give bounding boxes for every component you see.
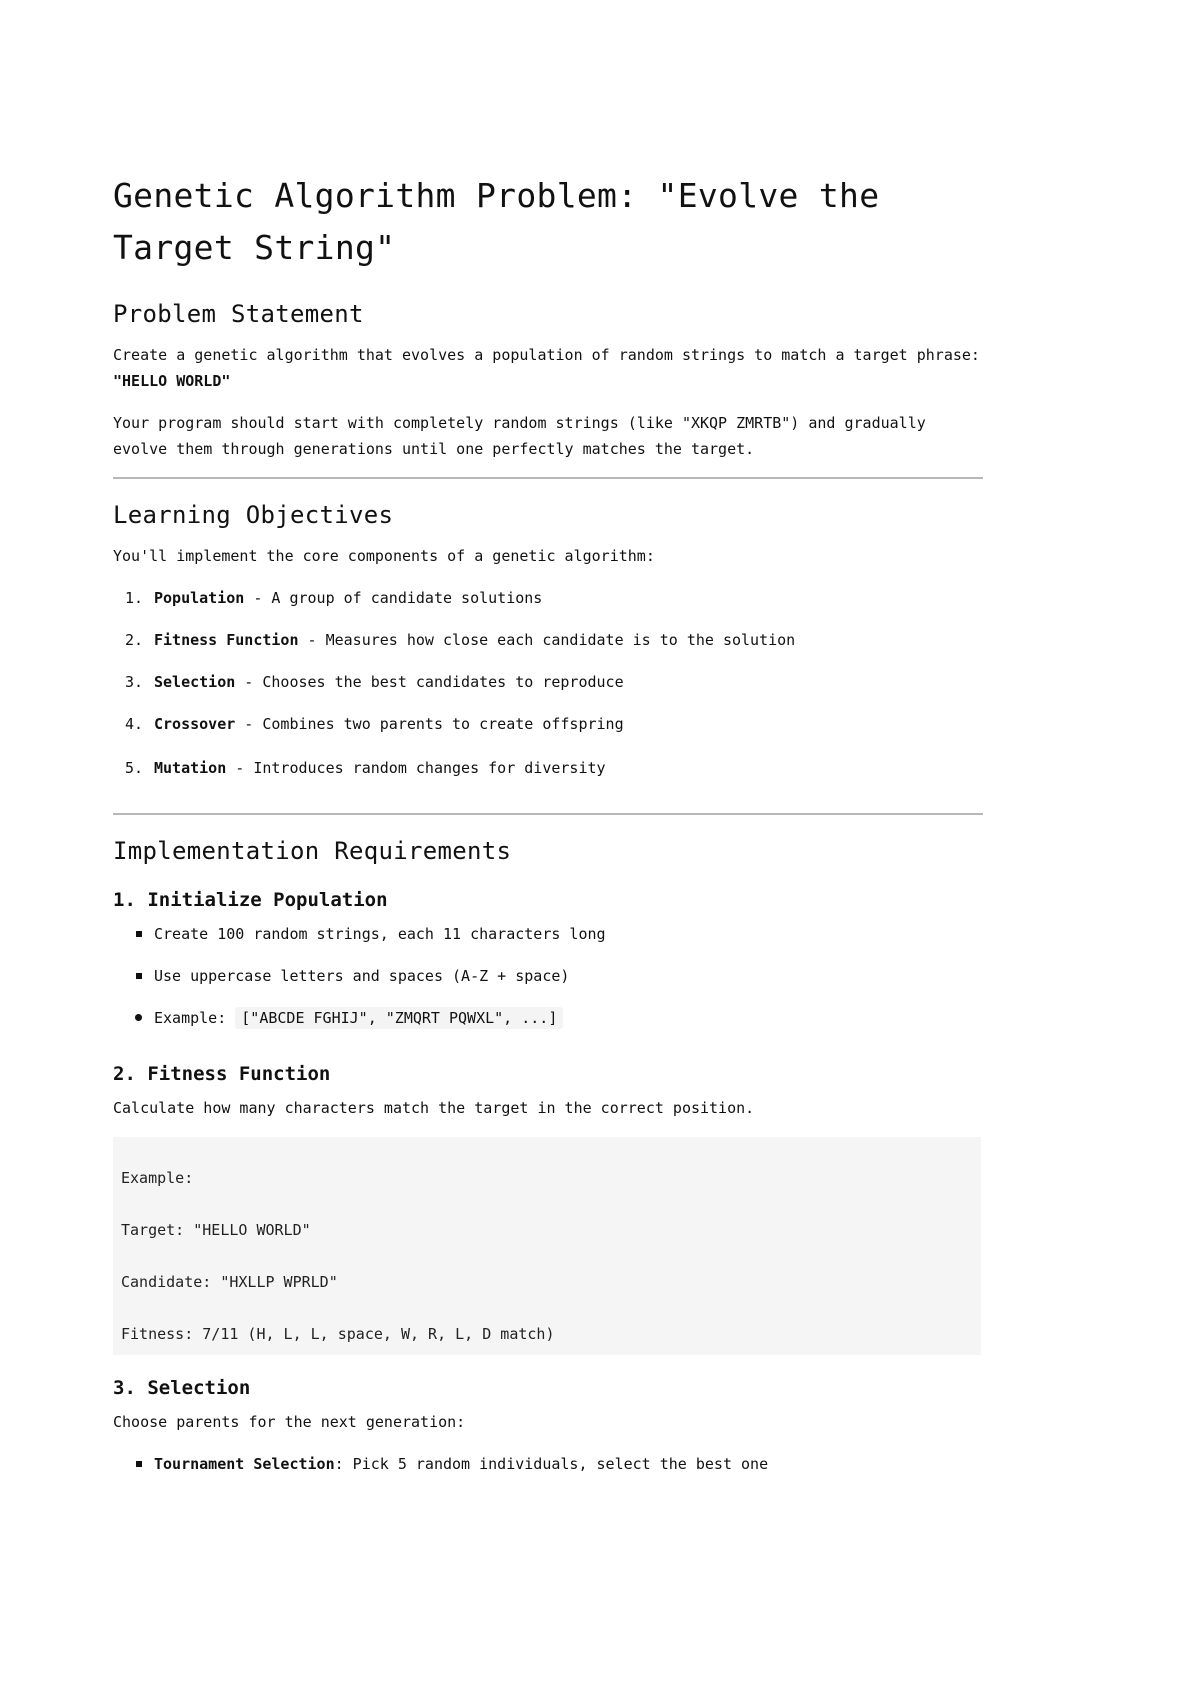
list-item <box>113 627 983 653</box>
selection-list <box>113 1451 983 1477</box>
example-code: ["ABCDE FGHIJ", "ZMQRT PQWXL", ...] <box>235 1007 563 1029</box>
objective-term: Population <box>154 589 245 607</box>
list-item <box>113 755 983 781</box>
objective-desc: - Combines two parents to create offspring <box>235 715 624 733</box>
code-line: Target: "HELLO WORLD" <box>121 1221 311 1239</box>
code-line: Candidate: "HXLLP WPRLD" <box>121 1273 338 1291</box>
selection-heading: 3. Selection <box>113 1377 251 1399</box>
objectives-list <box>113 585 983 781</box>
list-item-text: Create 100 random strings, each 11 characters long <box>154 925 606 943</box>
page-title: Genetic Algorithm Problem: "Evolve the Target String" <box>113 176 880 267</box>
problem-paragraph-1 <box>113 342 983 394</box>
fitness-code-block <box>113 1137 981 1355</box>
list-item <box>113 585 983 611</box>
divider <box>113 477 983 479</box>
objective-term: Mutation <box>154 759 227 777</box>
list-number: 3. <box>125 673 144 691</box>
objective-term: Crossover <box>154 715 236 733</box>
list-number: 5. <box>125 759 144 777</box>
list-item-text: Use uppercase letters and spaces (A-Z + space) <box>154 967 570 985</box>
problem-text: Create a genetic algorithm that evolves a population of random strings to match a target phrase: <box>113 346 980 364</box>
selection-text: Choose parents for the next generation: <box>113 1413 466 1431</box>
list-number: 4. <box>125 715 144 733</box>
objective-term: Fitness Function <box>154 631 299 649</box>
list-item <box>113 1005 983 1031</box>
divider <box>113 813 983 815</box>
implementation-heading: Implementation Requirements <box>113 837 512 865</box>
initialize-population-heading: 1. Initialize Population <box>113 889 388 911</box>
problem-paragraph-2: Your program should start with completely random strings (like "XKQP ZMRTB") and gradually evolve them through generations until one perfectly matches the target. <box>113 414 926 458</box>
init-list <box>113 921 983 1031</box>
example-label: Example: <box>154 1009 236 1027</box>
objective-term: Selection <box>154 673 236 691</box>
list-item <box>113 1451 983 1477</box>
list-item <box>113 963 983 989</box>
list-item <box>113 711 983 737</box>
objective-desc: - Introduces random changes for diversity <box>226 759 606 777</box>
objectives-intro: You'll implement the core components of a genetic algorithm: <box>113 547 655 565</box>
list-number: 1. <box>125 589 144 607</box>
objective-desc: - Measures how close each candidate is to the solution <box>298 631 796 649</box>
round-bullet-icon <box>135 1014 142 1021</box>
code-line: Example: <box>121 1169 194 1187</box>
square-bullet-icon <box>136 931 142 937</box>
list-item <box>113 669 983 695</box>
square-bullet-icon <box>136 973 142 979</box>
selection-desc: : Pick 5 random individuals, select the best one <box>334 1455 769 1473</box>
code-line: Fitness: 7/11 (H, L, L, space, W, R, L, D match) <box>121 1325 555 1343</box>
problem-statement-heading: Problem Statement <box>113 300 364 328</box>
objective-desc: - Chooses the best candidates to reproduce <box>235 673 624 691</box>
fitness-function-heading: 2. Fitness Function <box>113 1063 331 1085</box>
selection-term: Tournament Selection <box>154 1455 335 1473</box>
list-item <box>113 921 983 947</box>
objective-desc: - A group of candidate solutions <box>244 589 543 607</box>
list-number: 2. <box>125 631 144 649</box>
learning-objectives-heading: Learning Objectives <box>113 501 394 529</box>
fitness-text: Calculate how many characters match the target in the correct position. <box>113 1099 755 1117</box>
document <box>113 170 983 1477</box>
square-bullet-icon <box>136 1461 142 1467</box>
target-phrase: "HELLO WORLD" <box>113 372 231 390</box>
